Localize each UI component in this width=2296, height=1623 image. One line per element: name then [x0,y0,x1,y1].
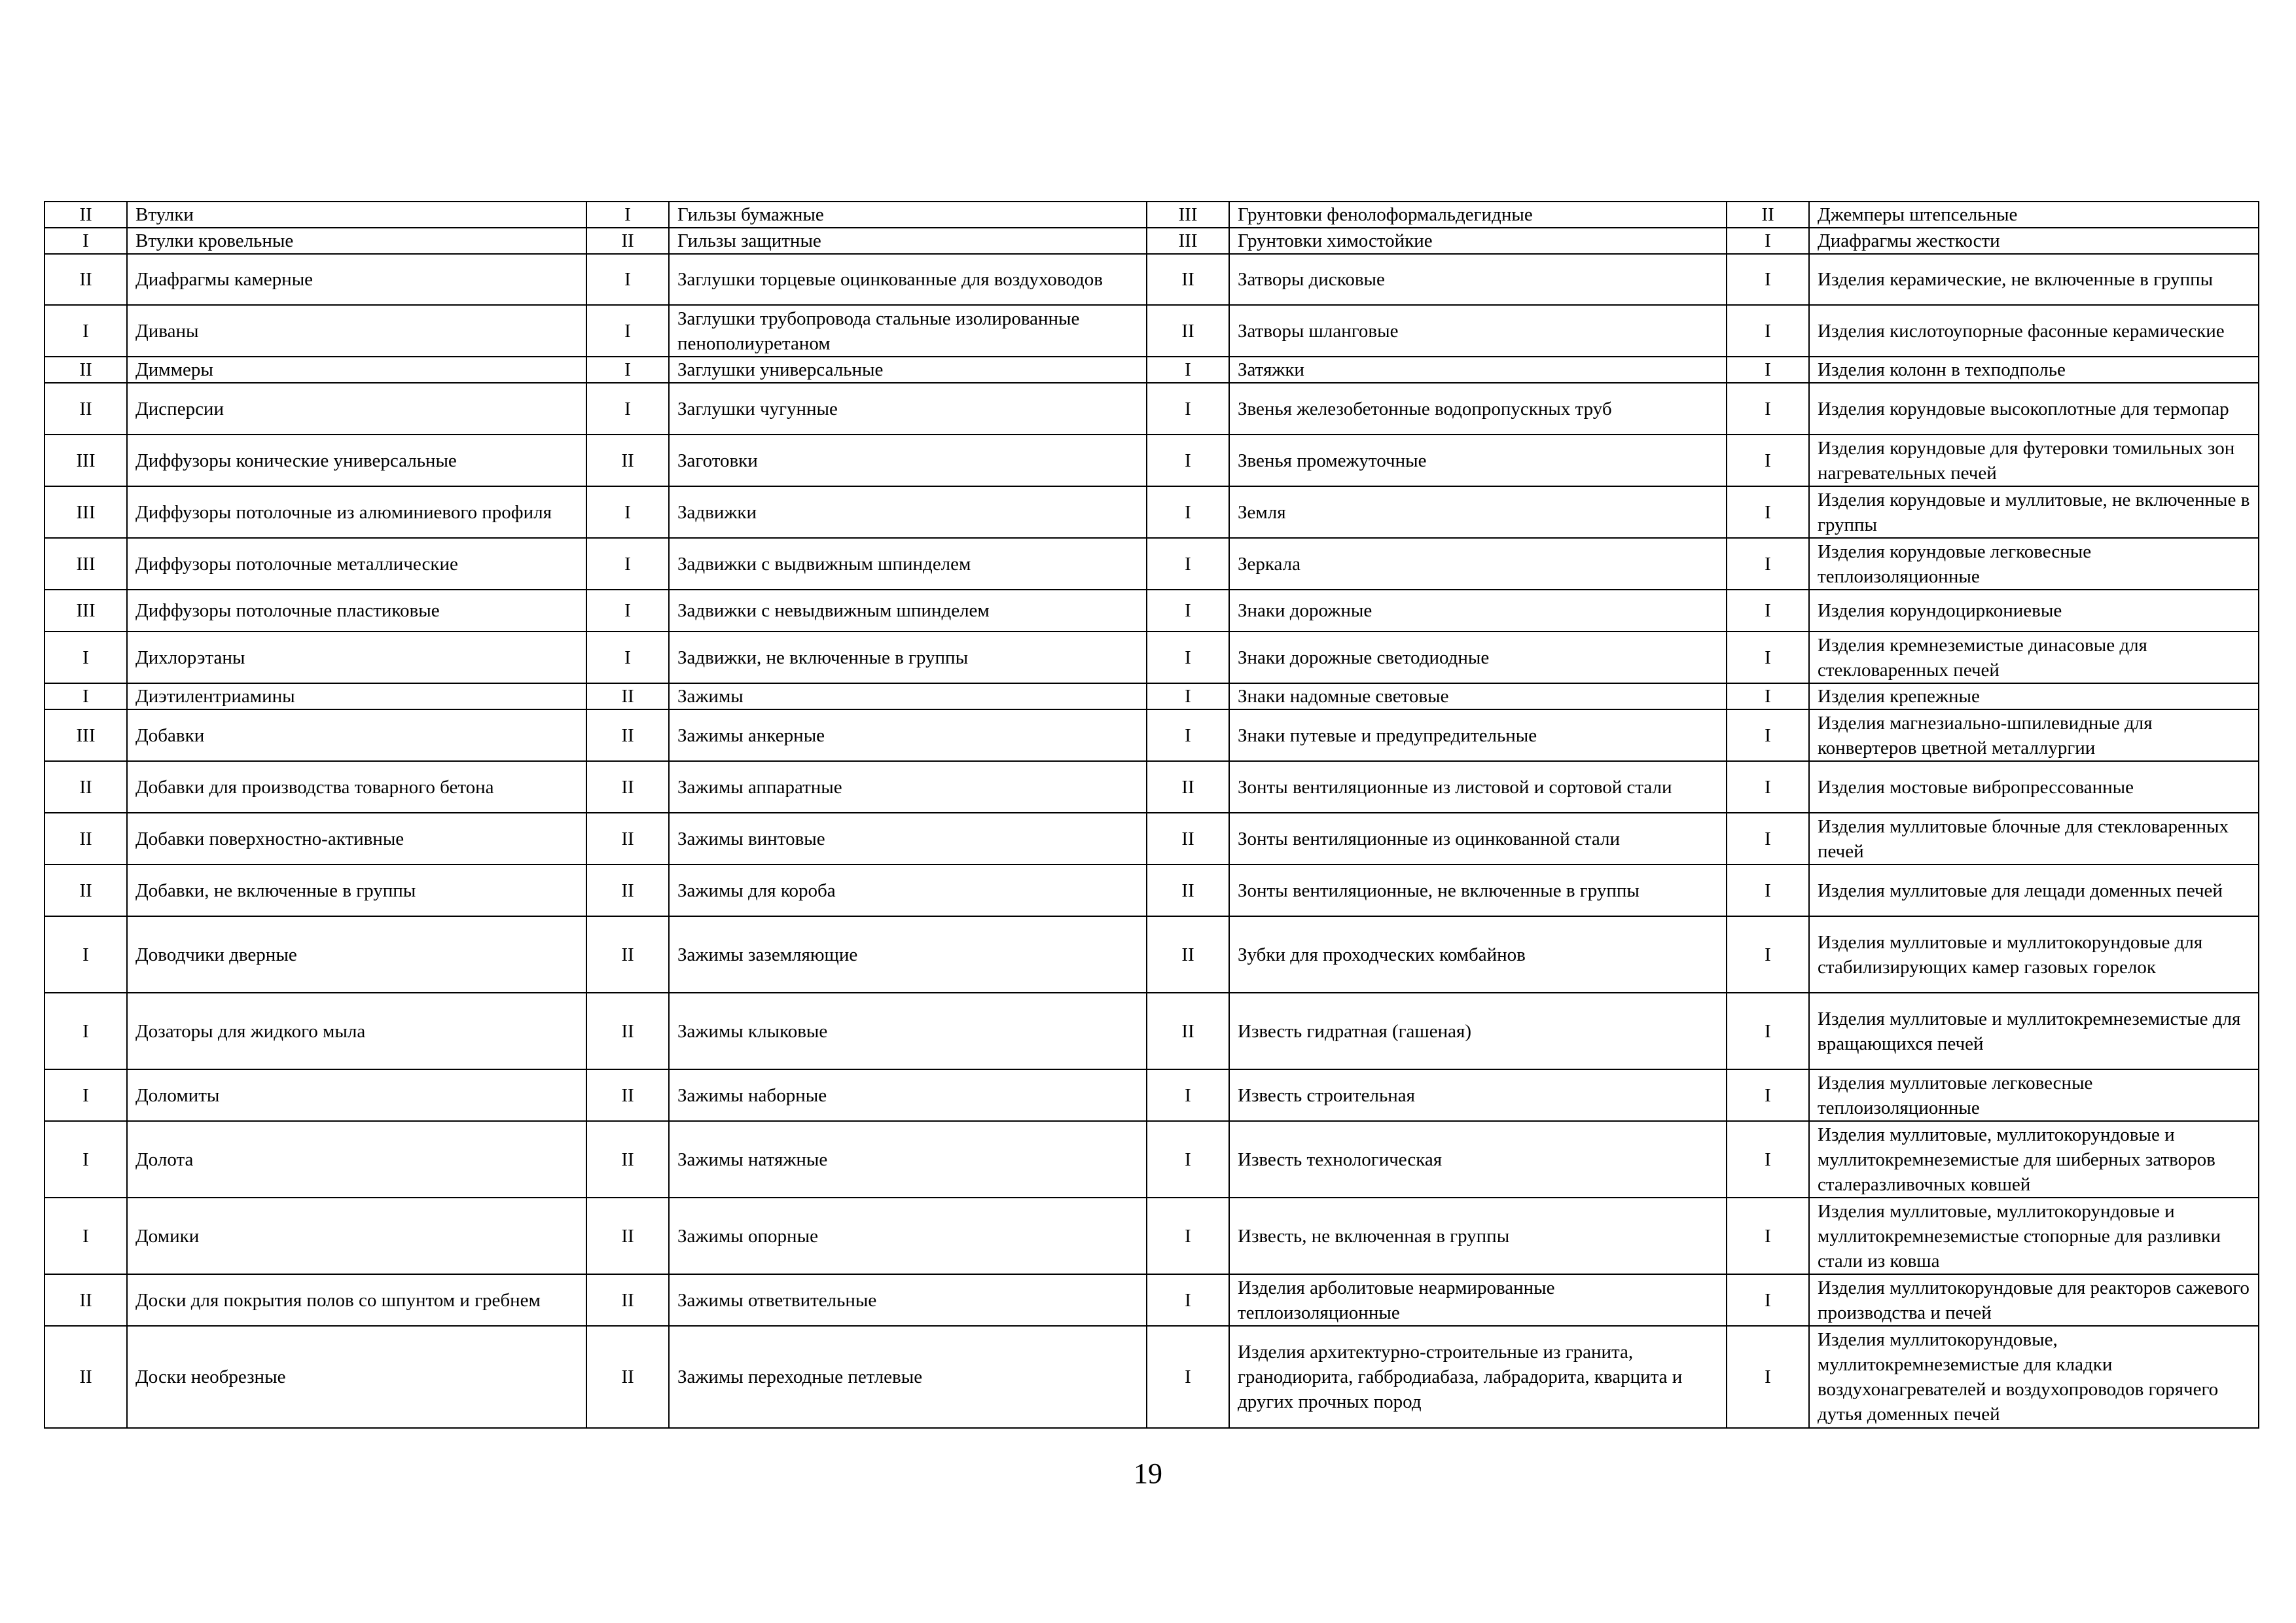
item-name-cell: Знаки дорожные светодиодные [1229,632,1727,683]
item-name-cell: Знаки путевые и предупредительные [1229,709,1727,761]
class-cell: I [1147,683,1229,709]
class-cell: II [586,709,669,761]
class-cell: I [1727,916,1809,993]
item-name-cell: Затяжки [1229,357,1727,383]
item-name-cell: Диффузоры потолочные из алюминиевого профиля [127,486,586,538]
class-cell: I [45,1121,127,1198]
item-name-cell: Диммеры [127,357,586,383]
table-row [45,590,2259,632]
item-name-cell: Зажимы опорные [669,1198,1147,1274]
class-cell: I [1727,1121,1809,1198]
class-cell: II [1147,813,1229,865]
item-name-cell: Добавки [127,709,586,761]
item-name-cell: Заготовки [669,435,1147,486]
table-row [45,305,2259,357]
item-name-cell: Земля [1229,486,1727,538]
class-cell: I [1727,357,1809,383]
table-row [45,709,2259,761]
item-name-cell: Долота [127,1121,586,1198]
table-row [45,1121,2259,1198]
item-name-cell: Изделия арболитовые неармированные теплоизоляционные [1229,1274,1727,1326]
class-cell: II [586,916,669,993]
item-name-cell: Дихлорэтаны [127,632,586,683]
item-name-cell: Изделия архитектурно-строительные из гранита, гранодиорита, габбродиабаза, лабрадорита, кварцита и других прочных пород [1229,1326,1727,1428]
class-cell: I [586,305,669,357]
class-cell: II [1147,865,1229,916]
class-cell: I [1147,709,1229,761]
item-name-cell: Заглушки чугунные [669,383,1147,435]
page-number: 19 [1134,1457,1162,1489]
item-name-cell: Зубки для проходческих комбайнов [1229,916,1727,993]
class-cell: I [45,683,127,709]
class-cell: II [1147,993,1229,1069]
item-name-cell: Зажимы ответвительные [669,1274,1147,1326]
class-cell: I [1147,1326,1229,1428]
class-cell: I [586,357,669,383]
item-name-cell: Известь строительная [1229,1069,1727,1121]
class-cell: I [1727,683,1809,709]
class-cell: II [45,761,127,813]
class-cell: II [45,1274,127,1326]
class-cell: II [1727,202,1809,228]
class-cell: I [586,486,669,538]
class-cell: II [45,1326,127,1428]
item-name-cell: Гильзы бумажные [669,202,1147,228]
class-cell: I [1727,709,1809,761]
class-cell: II [1147,305,1229,357]
class-cell: I [1727,1326,1809,1428]
class-cell: I [586,538,669,590]
item-name-cell: Изделия кремнеземистые динасовые для стекловаренных печей [1809,632,2259,683]
class-cell: II [586,683,669,709]
class-cell: III [45,435,127,486]
table-row [45,228,2259,254]
class-cell: I [1727,383,1809,435]
class-cell: II [586,1326,669,1428]
table-row [45,993,2259,1069]
class-cell: II [586,1274,669,1326]
item-name-cell: Изделия муллитовые и муллитокорундовые для стабилизирующих камер газовых горелок [1809,916,2259,993]
item-name-cell: Зонты вентиляционные, не включенные в группы [1229,865,1727,916]
class-cell: I [45,1198,127,1274]
class-cell: III [45,590,127,632]
item-name-cell: Зажимы наборные [669,1069,1147,1121]
item-name-cell: Зажимы аппаратные [669,761,1147,813]
class-cell: I [1727,865,1809,916]
class-cell: I [1727,538,1809,590]
table-row [45,202,2259,228]
item-name-cell: Диффузоры конические универсальные [127,435,586,486]
item-name-cell: Изделия колонн в техподполье [1809,357,2259,383]
class-cell: II [45,202,127,228]
item-name-cell: Зонты вентиляционные из оцинкованной стали [1229,813,1727,865]
table-row [45,254,2259,305]
class-cell: I [586,202,669,228]
item-name-cell: Изделия мостовые вибропрессованные [1809,761,2259,813]
classification-table [44,201,2259,1429]
item-name-cell: Добавки, не включенные в группы [127,865,586,916]
class-cell: I [1147,435,1229,486]
class-cell: I [1147,383,1229,435]
table-row [45,538,2259,590]
class-cell: I [1727,813,1809,865]
class-cell: III [45,486,127,538]
class-cell: I [1147,1198,1229,1274]
table-row [45,1326,2259,1428]
class-cell: III [1147,228,1229,254]
item-name-cell: Знаки надомные световые [1229,683,1727,709]
class-cell: I [1147,1069,1229,1121]
class-cell: III [45,538,127,590]
item-name-cell: Зажимы переходные петлевые [669,1326,1147,1428]
item-name-cell: Задвижки с выдвижным шпинделем [669,538,1147,590]
class-cell: I [1727,1069,1809,1121]
item-name-cell: Домики [127,1198,586,1274]
class-cell: I [1727,435,1809,486]
class-cell: II [1147,254,1229,305]
item-name-cell: Знаки дорожные [1229,590,1727,632]
class-cell: I [1727,1198,1809,1274]
class-cell: I [1147,486,1229,538]
item-name-cell: Заглушки трубопровода стальные изолированные пенополиуретаном [669,305,1147,357]
item-name-cell: Изделия муллитовые блочные для стекловаренных печей [1809,813,2259,865]
item-name-cell: Изделия муллитокорундовые, муллитокремнеземистые для кладки воздухонагревателей и воздухопроводов горячего дутья доменных печей [1809,1326,2259,1428]
item-name-cell: Доломиты [127,1069,586,1121]
table-row [45,357,2259,383]
table-row [45,435,2259,486]
item-name-cell: Известь гидратная (гашеная) [1229,993,1727,1069]
class-cell: II [1147,761,1229,813]
item-name-cell: Грунтовки фенолоформальдегидные [1229,202,1727,228]
item-name-cell: Изделия муллитовые, муллитокорундовые и муллитокремнеземистые для шиберных затворов сталеразливочных ковшей [1809,1121,2259,1198]
table-row [45,813,2259,865]
table-row [45,632,2259,683]
item-name-cell: Зажимы заземляющие [669,916,1147,993]
item-name-cell: Диэтилентриамины [127,683,586,709]
class-cell: I [1727,590,1809,632]
item-name-cell: Заглушки универсальные [669,357,1147,383]
item-name-cell: Изделия корундовые для футеровки томильных зон нагревательных печей [1809,435,2259,486]
item-name-cell: Доски необрезные [127,1326,586,1428]
table-row [45,683,2259,709]
class-cell: I [1147,1274,1229,1326]
item-name-cell: Известь технологическая [1229,1121,1727,1198]
class-cell: I [45,916,127,993]
class-cell: II [45,383,127,435]
item-name-cell: Зажимы винтовые [669,813,1147,865]
class-cell: III [45,709,127,761]
item-name-cell: Затворы дисковые [1229,254,1727,305]
item-name-cell: Изделия муллитовые легковесные теплоизоляционные [1809,1069,2259,1121]
class-cell: II [45,813,127,865]
class-cell: I [586,254,669,305]
class-cell: I [45,993,127,1069]
class-cell: II [586,1198,669,1274]
item-name-cell: Известь, не включенная в группы [1229,1198,1727,1274]
item-name-cell: Задвижки, не включенные в группы [669,632,1147,683]
class-cell: II [586,1069,669,1121]
table-row [45,383,2259,435]
class-cell: I [45,1069,127,1121]
item-name-cell: Изделия муллитовые и муллитокремнеземистые для вращающихся печей [1809,993,2259,1069]
class-cell: II [586,865,669,916]
class-cell: II [45,865,127,916]
class-cell: I [1147,538,1229,590]
item-name-cell: Изделия крепежные [1809,683,2259,709]
item-name-cell: Изделия магнезиально-шпилевидные для конвертеров цветной металлургии [1809,709,2259,761]
class-cell: I [45,228,127,254]
class-cell: I [586,383,669,435]
class-cell: I [1147,632,1229,683]
class-cell: I [1727,632,1809,683]
item-name-cell: Задвижки [669,486,1147,538]
item-name-cell: Изделия муллитовые для лещади доменных печей [1809,865,2259,916]
item-name-cell: Изделия корундовые легковесные теплоизоляционные [1809,538,2259,590]
item-name-cell: Изделия кислотоупорные фасонные керамические [1809,305,2259,357]
item-name-cell: Изделия керамические, не включенные в группы [1809,254,2259,305]
item-name-cell: Диваны [127,305,586,357]
table-row [45,761,2259,813]
class-cell: II [586,228,669,254]
item-name-cell: Диафрагмы жесткости [1809,228,2259,254]
item-name-cell: Зажимы натяжные [669,1121,1147,1198]
class-cell: I [1727,993,1809,1069]
item-name-cell: Изделия муллитовые, муллитокорундовые и муллитокремнеземистые стопорные для разливки стали из ковша [1809,1198,2259,1274]
item-name-cell: Изделия муллитокорундовые для реакторов сажевого производства и печей [1809,1274,2259,1326]
item-name-cell: Джемперы штепсельные [1809,202,2259,228]
class-cell: II [1147,916,1229,993]
class-cell: II [586,813,669,865]
class-cell: I [1727,1274,1809,1326]
class-cell: II [586,761,669,813]
item-name-cell: Гильзы защитные [669,228,1147,254]
item-name-cell: Зеркала [1229,538,1727,590]
item-name-cell: Звенья промежуточные [1229,435,1727,486]
class-cell: I [45,305,127,357]
item-name-cell: Втулки [127,202,586,228]
item-name-cell: Диффузоры потолочные пластиковые [127,590,586,632]
item-name-cell: Звенья железобетонные водопропускных труб [1229,383,1727,435]
class-cell: II [586,993,669,1069]
item-name-cell: Зажимы клыковые [669,993,1147,1069]
table-row [45,1069,2259,1121]
class-cell: I [1727,228,1809,254]
item-name-cell: Зажимы [669,683,1147,709]
table-row [45,1274,2259,1326]
item-name-cell: Изделия корундоциркониевые [1809,590,2259,632]
item-name-cell: Доводчики дверные [127,916,586,993]
class-cell: I [1147,357,1229,383]
table-row [45,916,2259,993]
item-name-cell: Грунтовки химостойкие [1229,228,1727,254]
item-name-cell: Дисперсии [127,383,586,435]
class-cell: I [1147,590,1229,632]
class-cell: I [1727,761,1809,813]
item-name-cell: Зажимы для короба [669,865,1147,916]
class-cell: II [45,357,127,383]
item-name-cell: Втулки кровельные [127,228,586,254]
item-name-cell: Заглушки торцевые оцинкованные для воздуховодов [669,254,1147,305]
class-cell: II [586,1121,669,1198]
class-cell: I [586,590,669,632]
item-name-cell: Изделия корундовые и муллитовые, не включенные в группы [1809,486,2259,538]
class-cell: I [586,632,669,683]
item-name-cell: Доски для покрытия полов со шпунтом и гребнем [127,1274,586,1326]
table-row [45,486,2259,538]
class-cell: I [1727,486,1809,538]
class-cell: II [45,254,127,305]
item-name-cell: Дозаторы для жидкого мыла [127,993,586,1069]
table-row [45,865,2259,916]
item-name-cell: Затворы шланговые [1229,305,1727,357]
item-name-cell: Диафрагмы камерные [127,254,586,305]
table-row [45,1198,2259,1274]
class-cell: I [45,632,127,683]
item-name-cell: Добавки поверхностно-активные [127,813,586,865]
item-name-cell: Диффузоры потолочные металлические [127,538,586,590]
class-cell: I [1727,254,1809,305]
item-name-cell: Зонты вентиляционные из листовой и сортовой стали [1229,761,1727,813]
item-name-cell: Изделия корундовые высокоплотные для термопар [1809,383,2259,435]
class-cell: I [1147,1121,1229,1198]
item-name-cell: Зажимы анкерные [669,709,1147,761]
item-name-cell: Добавки для производства товарного бетона [127,761,586,813]
class-cell: II [586,435,669,486]
class-cell: III [1147,202,1229,228]
class-cell: I [1727,305,1809,357]
table-body [45,202,2259,1428]
item-name-cell: Задвижки с невыдвижным шпинделем [669,590,1147,632]
